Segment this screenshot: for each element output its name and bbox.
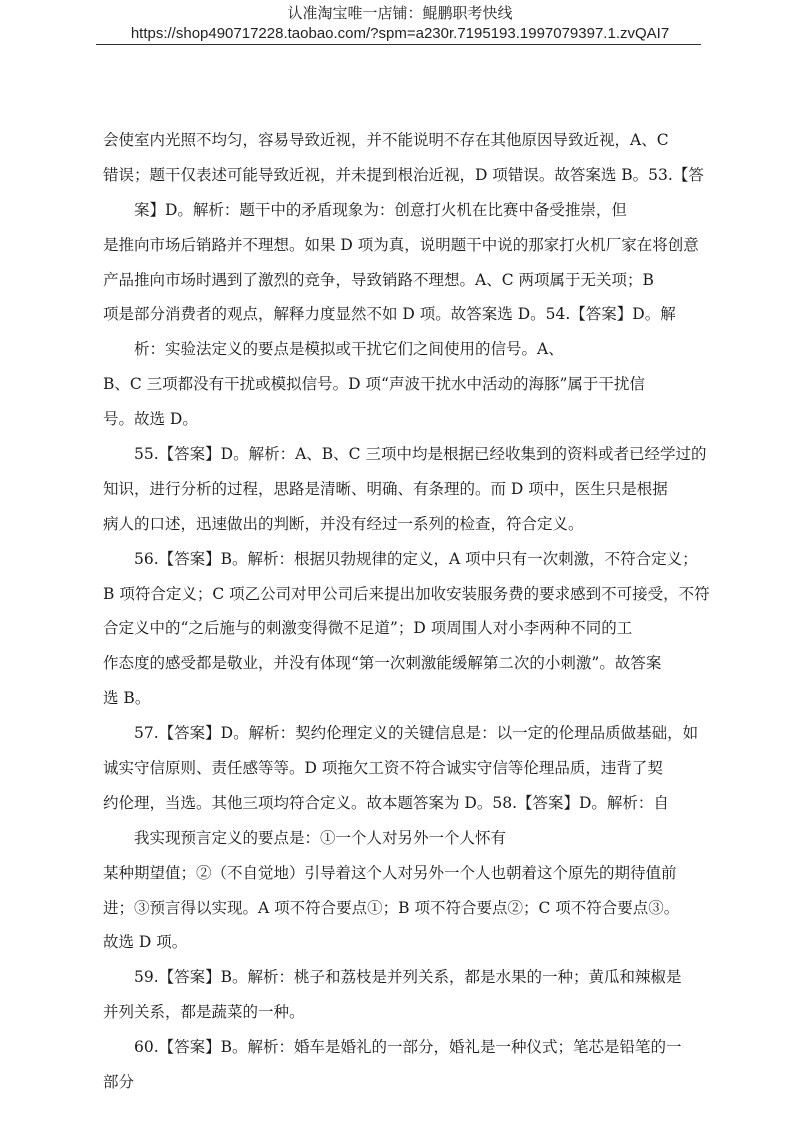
text-line: 产品推向市场时遇到了激烈的竞争，导致销路不理想。A、C 两项属于无关项；B [103,270,654,289]
text-line: 部分 [103,1073,135,1092]
text-line: 项是部分消费者的观点，解释力度显然不如 D 项。故答案选 D。54.【答案】D。解 [103,305,676,324]
text-line: 约伦理，当选。其他三项均符合定义。故本题答案为 D。58.【答案】D。解析：自 [103,793,669,812]
text-line: 错误；题干仅表述可能导致近视，并未提到根治近视，D 项错误。故答案选 B。53.【答 [103,165,704,184]
text-line: 会使室内光照不均匀，容易导致近视，并不能说明不存在其他原因导致近视，A、C [103,131,669,149]
text-line: 我实现预言定义的要点是：①一个人对另外一个人怀有 [134,828,507,847]
text-line: 59.【答案】B。解析：桃子和荔枝是并列关系，都是水果的一种；黄瓜和辣椒是 [134,968,682,987]
text-line: 57.【答案】D。解析：契约伦理定义的关键信息是：以一定的伦理品质做基础，如 [134,724,699,743]
shop-name: 认准淘宝唯一店铺：鲲鹏职考快线 [287,4,513,22]
text-line: 知识，进行分析的过程，思路是清晰、明确、有条理的。而 D 项中，医生只是根据 [103,479,668,498]
text-line: 并列关系，都是蔬菜的一种。 [103,1003,305,1022]
text-line: 作态度的感受都是敬业，并没有体现“第一次刺激能缓解第二次的小刺激”。故答案 [103,654,662,673]
text-line: 选 B。 [103,689,151,708]
page-header [0,0,800,44]
header-divider [96,44,701,45]
text-line: 号。故选 D。 [103,410,198,429]
text-line: 病人的口述，迅速做出的判断，并没有经过一系列的检查，符合定义。 [103,514,584,533]
text-line: B 项符合定义；C 项乙公司对甲公司后来提出加收安装服务费的要求感到不可接受，不符 [103,584,710,603]
text-line: 析：实验法定义的要点是模拟或干扰它们之间使用的信号。A、 [134,340,564,359]
text-line: 诚实守信原则、责任感等等。D 项拖欠工资不符合诚实守信等伦理品质，违背了契 [103,759,663,778]
text-line: 进；③预言得以实现。A 项不符合要点①；B 项不符合要点②；C 项不符合要点③。 [103,898,680,917]
text-line: 故选 D 项。 [103,933,188,952]
text-line: 60.【答案】B。解析：婚车是婚礼的一部分，婚礼是一种仪式；笔芯是铅笔的一 [134,1038,682,1057]
text-line: 某种期望值；②（不自觉地）引导着这个人对另外一个人也朝着这个原先的期待值前 [103,863,677,882]
text-line: 案】D。解析：题干中的矛盾现象为：创意打火机在比赛中备受推崇，但 [134,200,627,219]
text-line: 是推向市场后销路并不理想。如果 D 项为真，说明题干中说的那家打火机厂家在将创意 [103,235,699,254]
text-line: 55.【答案】D。解析：A、B、C 三项中均是根据已经收集到的资料或者已经学过的 [134,445,707,464]
text-line: B、C 三项都没有干扰或模拟信号。D 项“声波干扰水中活动的海豚”属于干扰信 [103,375,645,394]
text-line: 56.【答案】B。解析：根据贝勃规律的定义，A 项中只有一次刺激，不符合定义； [134,549,698,568]
answer-explanations-body [103,130,710,1107]
shop-url[interactable]: https://shop490717228.taobao.com/?spm=a230r.7195193.1997079397.1.zvQAI7 [130,25,670,42]
text-line: 合定义中的“之后施与的刺激变得微不足道”；D 项周围人对小李两种不同的工 [103,619,633,638]
